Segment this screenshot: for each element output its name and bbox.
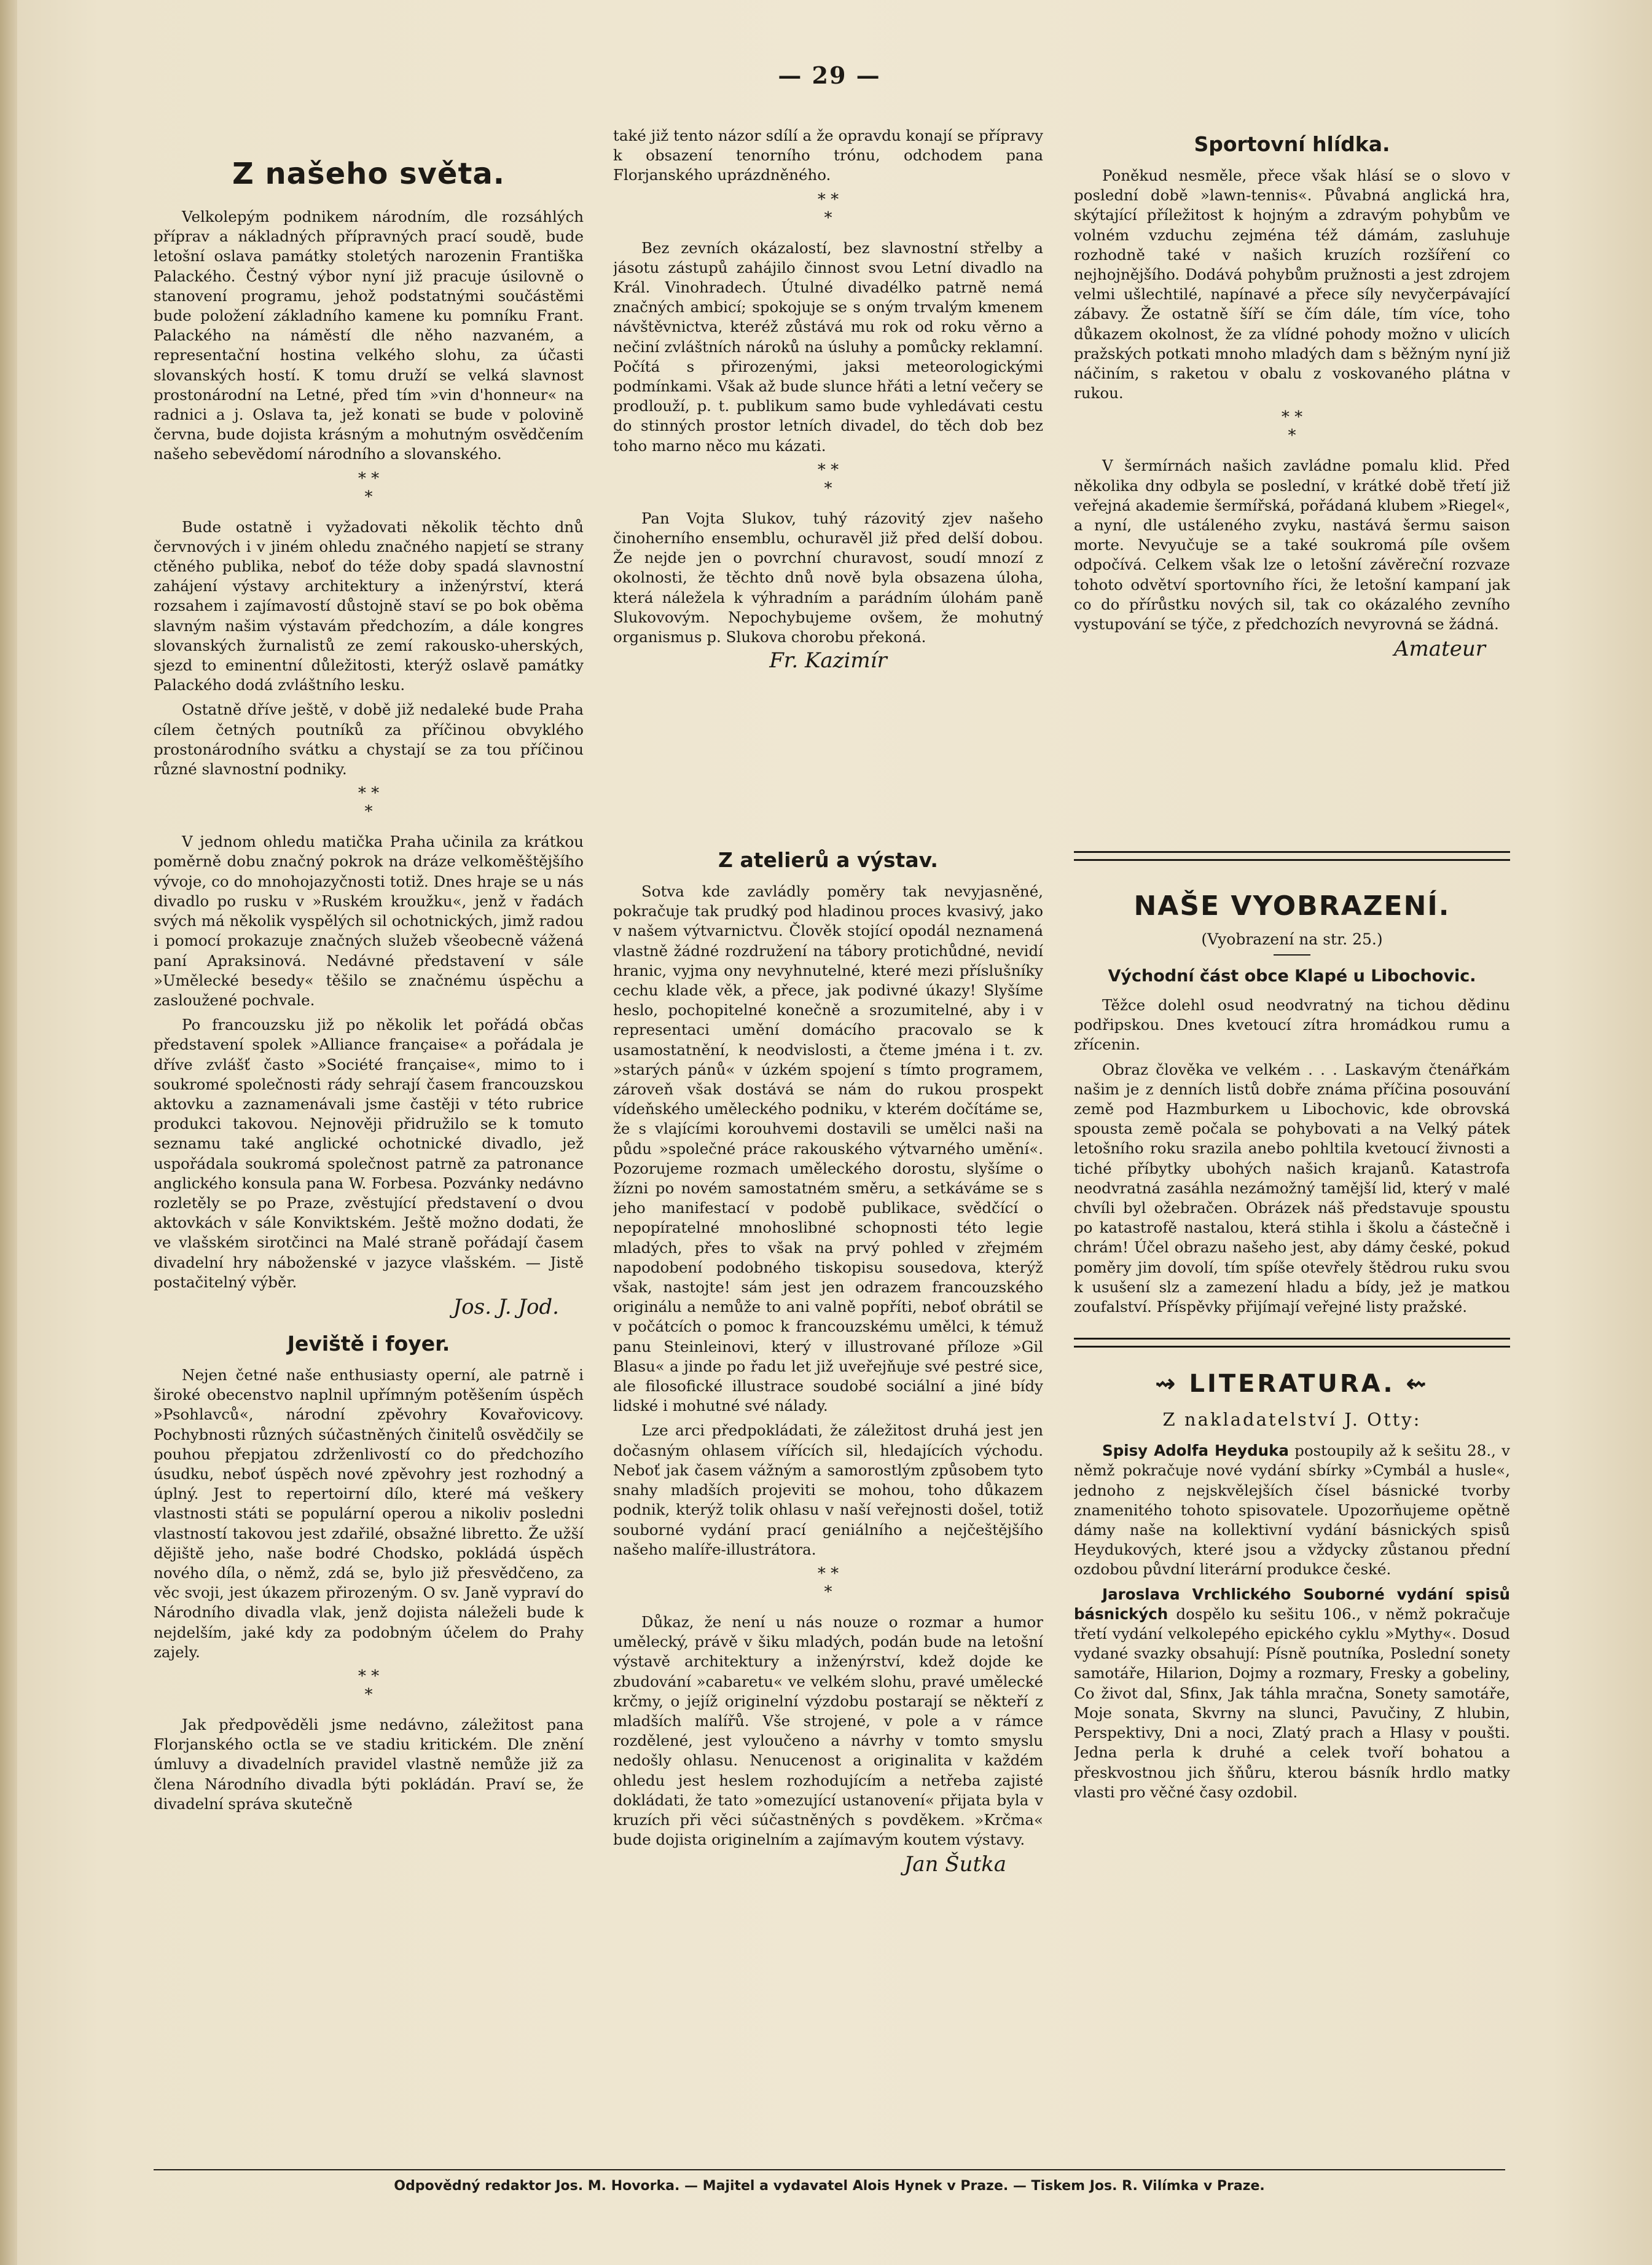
publisher-line: Z nakladatelství J. Otty: <box>1162 1409 1422 1431</box>
paragraph: Jak předpověděli jsme nedávno, záležitost pana Florjanského octla se ve stadiu kritickém. Dle znění úmluvy a divadelních pravidel vlastně nemůže již za člena Národního divadla býti pokládán. Praví se, že divadelní správa skutečně <box>154 1716 584 1813</box>
paragraph: Sotva kde zavládly poměry tak nevyjasněné, pokračuje tak prudký pod hladinou proces kvasivý, jako v našem výtvarnictvu. Člověk stojící opodál neznamená vlastně žádné rozdružení na tábory protichůdné, nevidí hranic, vyjma ony nevyhnutelné, které mezi příslušníky cechu klade věk, a přece, jak podivné úkazy! Slyšíme heslo, pochopitelné konečně a srozumitelné, aby i v representaci umění domácího pracovalo se k usamostatnění, k neodvislosti, a čteme jména i t. zv. »starých pánů« v úzkém spojení s tímto programem, zároveň však dostává se nám do rukou prospekt vídeňského uměleckého podniku, v kterém dočítáme se, že s vlajícími korouhvemi dostavili se umělci naši na půdu »společné práce rakouského výtvarného umění«. Pozorujeme rozmach uměleckého dorostu, slyšíme o žízni po novém samostatném směru, a setkáváme se s jeho manifestací v podobě publikace, svědčící o nepopíratelné mnohoslibné schopnosti této legie mladých, přes to však na prvý pohled v zřejmém napodobení podobného tiskopisu sousedova, kterýž však, nastojte! sám jest jen odrazem francouzského originálu a nemůže to ani valně popříti, neboť obrátil se v počátcích o pomoc k francouzskému umělci, k témuž panu Steinleinovi, který v illustrované příloze »Gil Blasu« a jinde po řadu let již uveřejňuje své pestré sice, ale filosofické illustrace soudobé sociální a jiné bídy lidské i mohutné své nálady. <box>613 882 1043 1415</box>
star-divider: * * * <box>358 784 380 822</box>
paragraph: Pan Vojta Slukov, tuhý rázovitý zjev našeho činoherního ensemblu, ochuravěl již před delší dobou. Že nejde jen o povrchní churavost, soudí mnozí z okolnosti, že těchto dnů nově byla obsazena úloha, která náležela k výhradním a parádním úlohám paně Slukovovým. Nepochybujeme ovšem, že mohutný organismus p. Slukova chorobu překoná. <box>613 509 1043 646</box>
section-title-literatura: ⇝ LITERATURA. ⇜ <box>1155 1370 1429 1399</box>
section-divider <box>1074 851 1510 861</box>
star-divider: * * * <box>1281 408 1303 446</box>
paragraph: Bude ostatně i vyžadovati několik těchto dnů červnových i v jiném ohledu značného napjetí se strany ctěného publika, neboť do téže doby spadá slavnostní zahájení výstavy architektury a inženýrství, která rozsahem i zajímavostí důstojně staví se po bok oběma slavným našim výstavám předchozím, a dále kongres slovanských žurnalistů ze zemí rakousko-uherských, sjezd to eminentní důležitosti, kterýž oslavě památky Palackého dodá zvláštního lesku. <box>154 517 584 694</box>
star-divider: * * * <box>358 1667 380 1704</box>
paragraph: Lze arci předpokládati, že záležitost druhá jest jen dočasným ohlasem vířících sil, hledajících východu. Neboť jak časem vážným a samorostlým způsobem tyto snahy mladších projeviti se mohou, toho důkazem podnik, kterýž tolik ohlasu v naší veřejnosti došel, totiž souborné vydání prací geniálního a nejčeštějšího našeho malíře-illustrátora. <box>613 1421 1043 1558</box>
paragraph: V šermírnách našich zavládne pomalu klid. Před několika dny odbyla se poslední, v krátké době třetí již veřejná akademie šermířská, pořádaná klubem »Riegel«, a nyní, dle ustáleného zvyku, nastává šermu saison morte. Nevyučuje se a také soukromá píle ovšem odpočívá. Celkem však lze o letošní závěreční rozvaze tohoto odvětví sportovního říci, že letošní kampaní jak co do přírůstku nových sil, tak co okázalého zevního vystupování se týče, z předchozích nevyrovná se žádná. <box>1074 457 1510 634</box>
section-title-nase-vyobrazeni: NAŠE VYOBRAZENÍ. <box>1133 890 1450 922</box>
author-signature: Jan Šutka <box>904 1852 1006 1877</box>
star-divider: * * * <box>817 460 839 498</box>
column-3-top <box>1074 126 1510 820</box>
section-divider <box>1074 1338 1510 1348</box>
imprint-footer: Odpovědný redaktor Jos. M. Hovorka. — Majitel a vydavatel Alois Hynek v Praze. — Tiskem Jos. R. Vilímka v Praze. <box>394 2178 1265 2194</box>
subsection-title: Východní část obce Klapé u Libochovic. <box>1108 967 1476 986</box>
image-reference-note: (Vyobrazení na str. 25.) <box>1201 930 1383 948</box>
star-divider: * * * <box>817 1564 839 1601</box>
paragraph: Velkolepým podnikem národním, dle rozsáhlých příprav a nákladných přípravných prací soudě, bude letošní oslava památky stoletých narozenin Františka Palackého. Čestný výbor nyní již pracuje úsilovně o stanovení programu, jehož podstatnými součástěmi bude položení základního kamene ku pomníku Frant. Palackého na náměstí dle něho nazvaném, a representační hostina velkého slohu, za účasti slovanských hostí. K tomu druží se velká slavnost prostonárodní na Letné, před tím »vin d'honneur« na radnici a j. Oslava ta, jež konati se bude v polovině června, bude dojista krásným a mohutným osvědčením našeho sebevědomí národního a slovanského. <box>154 208 584 463</box>
author-signature: Jos. J. Jod. <box>453 1294 559 1319</box>
arrow-ornament-right-icon: ⇜ <box>1395 1370 1429 1399</box>
author-signature: Fr. Kazimír <box>769 648 887 673</box>
star-divider: * * * <box>817 190 839 227</box>
paragraph: Bez zevních okázalostí, bez slavnostní střelby a jásotu zástupů zahájilo činnost svou Letní divadlo na Král. Vinohradech. Útulné divadélko patrně nemá značných ambicí; spokojuje se s oným trvalým kmenem návštěvnictva, kteréž zůstává mu rok od roku věrno a nečiní zvláštních nároků na úsluhy a pomůcky reklamní. Počítá s přirozenými, jaksi meteorologickými podmínkami. Však až bude slunce hřáti a letní večery se prodlouží, p. t. publikum samo bude vyhledávati cestu do stinných prostor letních divadel, do těch dob bez toho marno něco mu kázati. <box>613 238 1043 455</box>
paragraph: Důkaz, že není u nás nouze o rozmar a humor umělecký, právě v šiku mladých, podán bude na letošní výstavě architektury a inženýrství, kdež dojde ke zbudování »cabaretu« ve velkém slohu, pravé umělecké krčmy, o jejíž originelní výzdobu postarají se někteří z mladších malířů. Vše strojené, v pole a v rámce rozdělené, jest vyloučeno a návrhy v tomto smyslu nedošly ohlasu. Nenucenost a originalita v každém ohledu jest heslem rozhodujícím a netřeba zajisté dokládati, že tato »omezující ustanovení« přijata byla v kruzích při věci súčastněných s povděkem. »Krčma« bude dojista originelním a zajímavým koutem výstavy. <box>613 1612 1043 1849</box>
page-number: — 29 — <box>778 61 881 89</box>
paragraph: Nejen četné naše enthusiasty operní, ale patrně i široké obecenstvo naplnil upřímným potěšením úspěch »Psohlavců«, národní zpěvohry Kovařovicovy. Pochybnosti různých súčastněných činitelů osvědčily se pouhou přepjatou zdrženlivostí co do předchozího úsudku, neboť úspěch nové zpěvohry jest rozhodný a úplný. Jest to repertoirní dílo, které má veškery vlastnosti státi se populární operou a nikoliv posledni vlastností takovou jest zdařilé, obsažné libretto. Že užší dějiště jeho, naše bodré Chodsko, pokládá úspěch nového díla, o němž, zdá se, bylo již přesvědčeno, za věc svoji, jest úkazem přirozeným. O sv. Janě vypraví do Národního divadla vlak, jenž dojista náleželi bude k nejdelším, jaké kdy za podobným účelem do Prahy zajely. <box>154 1365 584 1661</box>
section-title-z-atelieru: Z atelierů a výstav. <box>718 848 938 872</box>
short-divider <box>1274 954 1310 956</box>
paragraph: také již tento názor sdílí a že opravdu konají se přípravy k obsazení tenorního trónu, odchodem pana Florjanského uprázdněného. <box>613 127 1043 184</box>
paragraph: Poněkud nesměle, přece však hlásí se o slovo v poslední době »lawn-tennis«. Půvabná anglická hra, skýtající příležitost k hojným a zdravým pohybům ve volném vzduchu zejména též dámám, zasluhuje rozhodně také v našich kruzích rozšíření co nejhojnějšího. Dodává pohybům pružnosti a jest zdrojem velmi ušlechtilé, napínavé a přece síly nevyčerpávající zábavy. Že ostatně šíří se čím dále, tím více, toho důkazem okolnost, že za vlídné pohody možno v ulicích pražských potkati mnoho mladých dam s běžným nyní již náčiním, s raketou v obalu z voskovaného plátna v rukou. <box>1074 167 1510 402</box>
paragraph: Po francouzsku již po několik let pořádá občas představení spolek »Alliance française« a pořádala je dříve zvlášť často »Société française«, mimo to i soukromé společnosti rády sehrají časem francouzskou aktovku a zaznamenávali jsme častěji v této rubrice produkci takovou. Nejnověji přidružilo se k tomuto seznamu také anglické ochotnické divadlo, jež uspořádala soukromá společnost patrně za patronance anglického konsula pana W. Forbesa. Pozvánky nedávno rozletěly se po Praze, zvěstující představení o dvou aktovkách v sále Konviktském. Ještě možno dodati, že ve vlašském sirotčinci na Malé straně pořádají časem divadelní hry náboženské v jazyce vlašském. — Jistě postačitelný výběr. <box>154 1016 584 1291</box>
column-2-top <box>613 126 1043 845</box>
column-1 <box>154 126 584 2141</box>
star-divider: * * * <box>358 469 380 506</box>
author-signature: Amateur <box>1394 637 1486 662</box>
page-edge <box>0 0 17 2265</box>
paragraph: V jednom ohledu matička Praha učinila za krátkou poměrně dobu značný pokrok na dráze velkoměštějšího vývoje, co do mnohojazyčnosti totiž. Dnes hraje se u nás divadlo po rusku v »Ruském kroužku«, jenž v řadách svých má několik vyspělých sil ochotnických, jimž radou i pomocí prokazuje značných služeb všeobecně vážená paní Apraksinová. Nedávné představení v sále »Umělecké besedy« těšilo se značnému úspěchu a zasloužené pochvale. <box>154 833 584 1009</box>
paragraph: Ostatně dříve ještě, v době již nedaleké bude Praha cílem četných poutníků za příčinou obvyklého prostonárodního svátku a chystají se za tou příčinou různé slavnostní podniky. <box>154 701 584 779</box>
section-title-jeviste: Jeviště i foyer. <box>287 1331 450 1356</box>
arrow-ornament-left-icon: ⇝ <box>1155 1370 1189 1399</box>
paragraph: Obraz člověka ve velkém . . . Laskavým čtenářkám našim je z denních listů dobře známa příčina posouvání země pod Hazmburkem u Libochovic, kde obrovská spousta země počala se pohybovati a na Velký pátek letošního roku srazila anebo pohltila kvetoucí živnosti a tiché příbytky ubohých našich krajanů. Katastrofa neodvratná zasáhla nezámožný tamější lid, který v malé chvíli byl ožebračen. Obrázek náš představuje spoustu po katastrofě nastalou, která stihla i školu a částečně i chrám! Účel obrazu našeho jest, aby dámy české, pokud poměry jim dovolí, tím spíše otevřely štědrou ruku svou k usušení slz a zamezení hladu a bídy, jež je matkou zoufalství. Příspěvky přijímají veřejné listy pražské. <box>1074 1060 1510 1316</box>
section-title-sportovni: Sportovní hlídka. <box>1194 132 1390 156</box>
footer-rule <box>154 2169 1505 2170</box>
paragraph: Těžce dolehl osud neodvratný na tichou dědinu podřipskou. Dnes kvetoucí zítra hromádkou rumu a zřícenin. <box>1074 996 1510 1054</box>
literature-entry: Jaroslava Vrchlického Souborné vydání spisů básnických dospělo ku sešitu 106., v němž pokračuje třetí vydání velkolepého epického cyklu »Mythy«. Dosud vydané svazky obsahují: Písně poutníka, Poslední sonety samotáře, Hilarion, Dojmy a rozmary, Fresky a gobeliny, Co život dal, Sfinx, Jak táhla mračna, Sonety samotáře, Moje sonata, Skvrny na slunci, Pavučiny, Z hlubin, Perspektivy, Dni a noci, Zlatý prach a Hlasy v poušti. Jedna perla k druhé a celek tvoří bohatou a přeskvostnou jich šňůru, kterou básník hrdlo matky vlasti pro věčné časy ozdobil. <box>1074 1585 1510 1801</box>
section-title-z-naseho-sveta: Z našeho světa. <box>232 157 506 191</box>
column-2-bottom <box>613 848 1043 2138</box>
literature-entry: Spisy Adolfa Heyduka postoupily až k sešitu 28., v němž pokračuje nové vydání sbírky »Cymbál a husle«, jednoho z nejskvělejších čísel básnické tvorby znamenitého tohoto spisovatele. Upozorňujeme opětně dámy naše na kollektivní vydání básnických spisů Heydukových, které jsou a vždycky zůstanou přední ozdobou půvdní literární produkce české. <box>1074 1442 1510 1579</box>
column-3-bottom <box>1074 851 1510 2141</box>
